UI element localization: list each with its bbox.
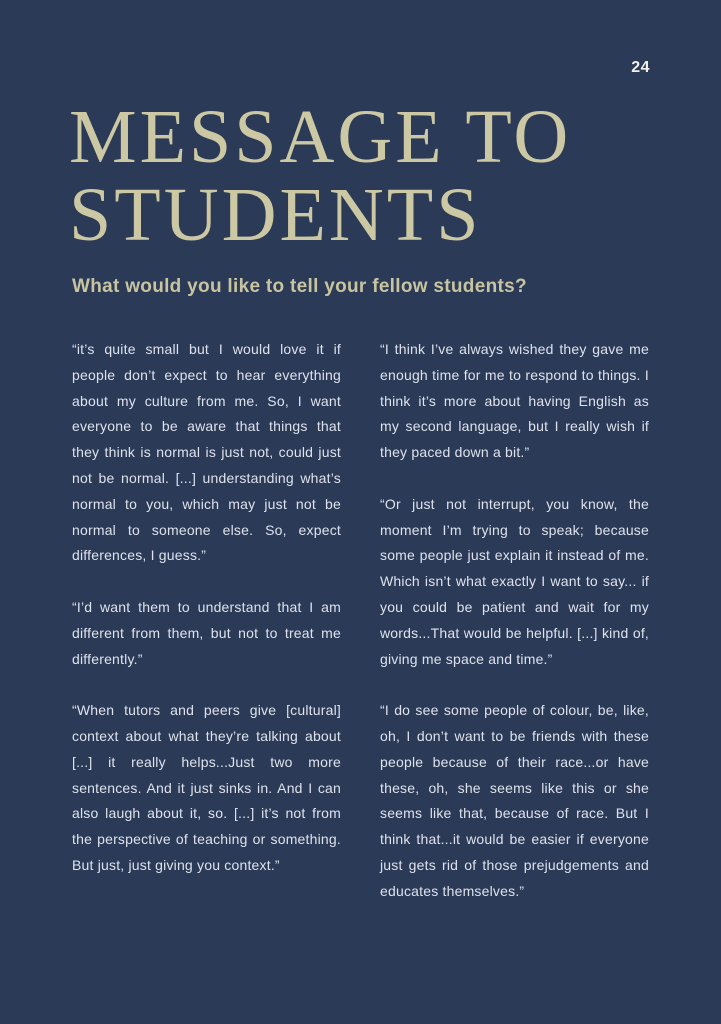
quote-column-left xyxy=(72,337,341,905)
quote-paragraph: “Or just not interrupt, you know, the moment I’m trying to speak; because some people just explain it instead of me. Which isn’t what exactly I want to say... if you could be patient and wait for my words...That would be helpful. [...] kind of, giving me space and time.” xyxy=(380,495,649,667)
quote-paragraph: “I do see some people of colour, be, like, oh, I don’t want to be friends with these people because of their race...or have these, oh, she seems like this or she seems like that, because of race. But I think that...it would be easier if everyone just gets rid of those prejudgements and educates themselves.” xyxy=(380,702,649,899)
page-title-line-2: STUDENTS xyxy=(69,173,482,257)
quote-paragraph: “I think I’ve always wished they gave me enough time for me to respond to things. I think it’s more about having English as my second language, but I really wish if they paced down a bit.” xyxy=(380,341,649,461)
quotes-columns xyxy=(72,337,649,905)
page-title xyxy=(69,95,572,257)
page-number: 24 xyxy=(631,59,650,76)
section-subtitle: What would you like to tell your fellow students? xyxy=(72,276,527,297)
page-title-line-1: MESSAGE TO xyxy=(69,95,572,179)
quote-paragraph: “it’s quite small but I would love it if people don’t expect to hear everything about my culture from me. So, I want everyone to be aware that things that they think is normal is just not, could just not be normal. [...] understanding what’s normal to you, which may just not be normal to someone else. So, expect differences, I guess.” xyxy=(72,341,341,564)
quote-column-right xyxy=(380,337,649,905)
quote-paragraph: “I’d want them to understand that I am different from them, but not to treat me differently.” xyxy=(72,598,341,667)
quote-paragraph: “When tutors and peers give [cultural] context about what they’re talking about [...] it really helps...Just two more sentences. And it just sinks in. And I can also laugh about it, so. [...] it’s not from the perspective of teaching or something. But just, just giving you context.” xyxy=(72,702,341,873)
